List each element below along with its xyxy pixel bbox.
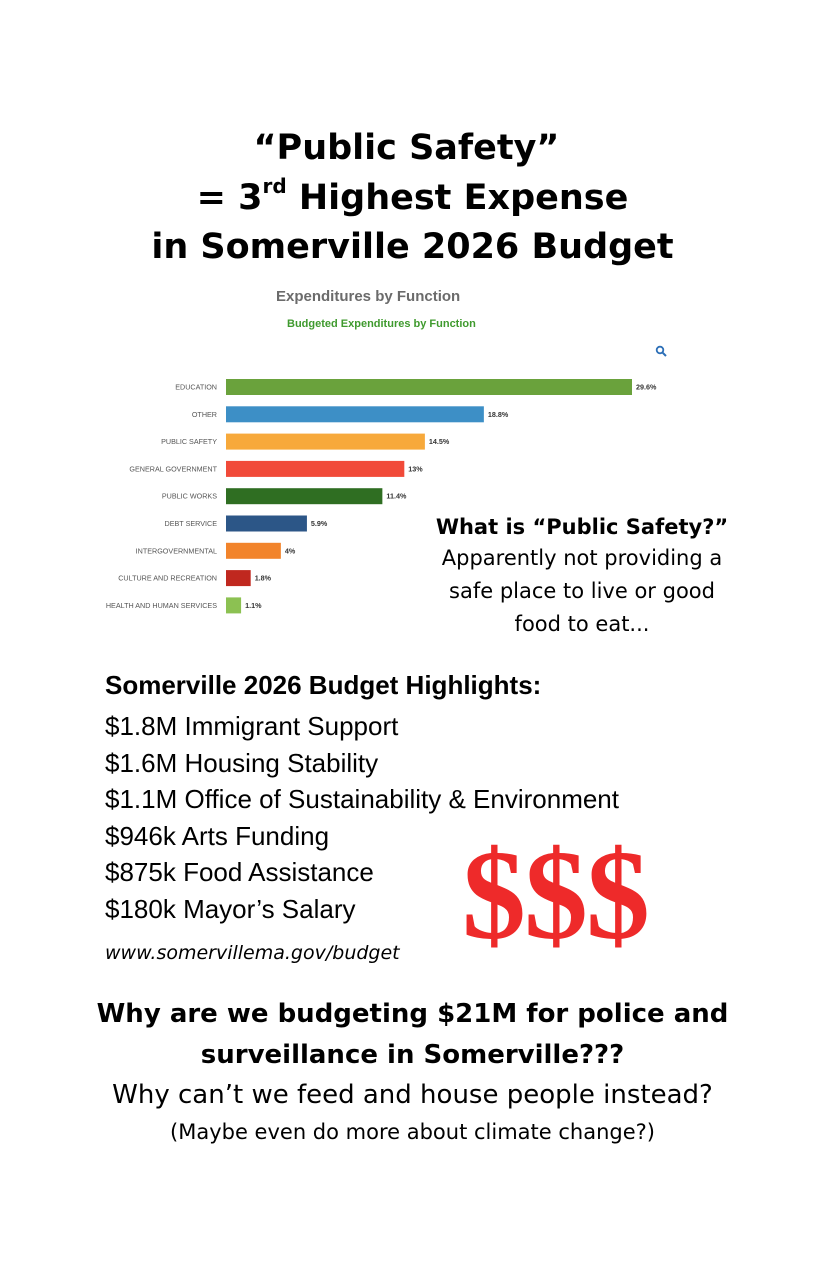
value-label: 13%	[408, 464, 423, 474]
bottom-question-1: Why are we budgeting $21M for police and	[96, 999, 729, 1029]
callout	[412, 512, 752, 641]
value-label: 11.4%	[386, 491, 407, 501]
title-line-1: “Public Safety”	[253, 128, 560, 168]
callout-question: What is “Public Safety?”	[435, 515, 729, 539]
bar	[226, 597, 241, 613]
value-label: 18.8%	[487, 409, 509, 419]
chart-heading: Expenditures by Function	[276, 288, 461, 305]
bar	[226, 406, 484, 422]
value-label: 4%	[284, 546, 296, 556]
bar	[226, 379, 632, 395]
highlight-item: $180k Mayor’s Salary	[105, 893, 356, 924]
category-label: DEBT SERVICE	[164, 519, 217, 528]
callout-line: food to eat...	[514, 612, 650, 636]
callout-line: Apparently not providing a	[441, 546, 723, 570]
title-ordinal-suffix: rd	[262, 174, 287, 198]
highlight-item: $875k Food Assistance	[105, 857, 374, 888]
bar	[226, 434, 425, 450]
bottom-question-2: surveillance in Somerville???	[200, 1040, 625, 1070]
bottom-question-3: Why can’t we feed and house people instead?	[112, 1080, 713, 1110]
category-label: EDUCATION	[175, 382, 217, 392]
title-line-2-suffix: Highest Expense	[286, 178, 629, 218]
title-line-3: in Somerville 2026 Budget	[151, 227, 674, 267]
bottom-question-4: (Maybe even do more about climate change?)	[170, 1120, 655, 1144]
category-label: INTERGOVERNMENTAL	[135, 546, 217, 556]
title-line-2	[0, 174, 825, 218]
category-label: GENERAL GOVERNMENT	[129, 464, 217, 474]
value-label: 14.5%	[428, 437, 450, 447]
chart-title: Budgeted Expenditures by Function	[287, 318, 476, 330]
value-label: 5.9%	[310, 519, 328, 528]
budget-url[interactable]: www.somervillema.gov/budget	[105, 942, 400, 964]
title-line-2-prefix: = 3	[196, 178, 263, 218]
dollar-signs: $$$	[462, 824, 648, 966]
value-label: 1.8%	[254, 573, 272, 583]
category-label: OTHER	[191, 409, 217, 419]
category-label: PUBLIC SAFETY	[161, 437, 217, 447]
bar	[226, 543, 281, 559]
category-label: HEALTH AND HUMAN SERVICES	[105, 600, 217, 610]
value-label: 29.6%	[636, 382, 657, 392]
highlight-item: $1.8M Immigrant Support	[105, 711, 399, 741]
category-label: PUBLIC WORKS	[161, 491, 217, 501]
highlights-heading: Somerville 2026 Budget Highlights:	[105, 670, 542, 700]
bar	[226, 570, 251, 586]
magnifier-icon[interactable]	[655, 345, 667, 357]
value-label: 1.1%	[245, 600, 262, 610]
highlight-item: $1.6M Housing Stability	[105, 747, 379, 778]
callout-line: safe place to live or good	[449, 579, 715, 603]
bar	[226, 461, 404, 477]
bar	[226, 516, 307, 532]
category-label: CULTURE AND RECREATION	[118, 573, 217, 583]
bar	[226, 488, 382, 504]
highlight-item: $946k Arts Funding	[105, 820, 330, 851]
highlight-item: $1.1M Office of Sustainability & Environment	[105, 784, 619, 815]
